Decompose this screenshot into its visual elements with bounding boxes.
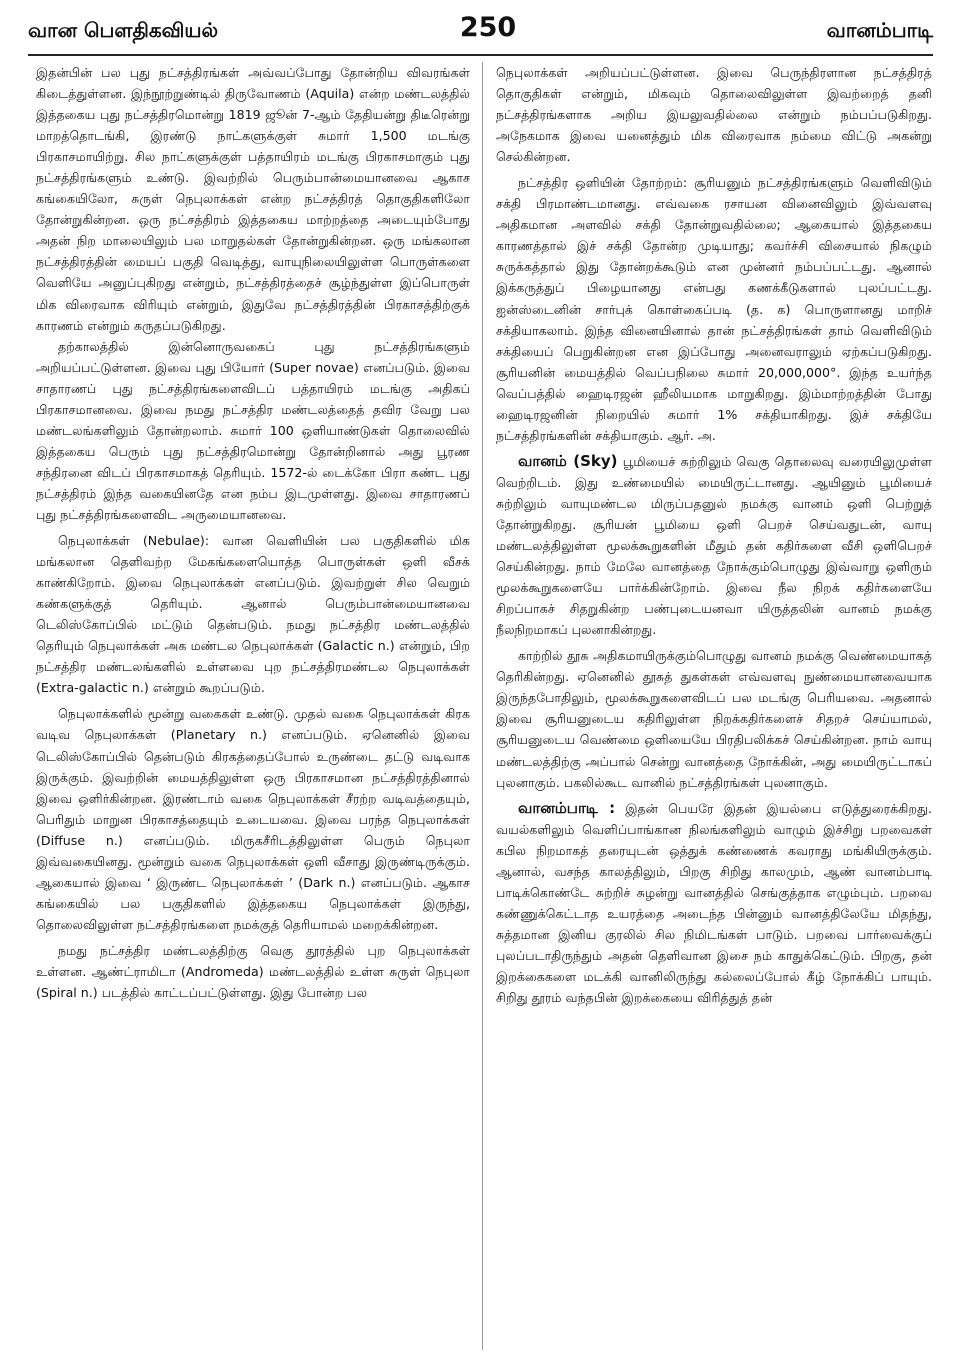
header-rule bbox=[28, 54, 933, 56]
paragraph-continuation: நெபுலாக்கள் அறியப்பட்டுள்ளன. இவை பெருந்திரளான நட்சத்திரத் தொகுதிகள் என்றும், மிகவும் தொலைவிலுள்ள இவற்றைத் தனி நட்சத்திரங்களாக அறிய இயலுவதில்லை என்றும் நம்பப்படுகிறது. அநேகமாக இவை யனைத்தும் மிக விரைவாக நம்மை விட்டு அகன்று செல்கின்றன. bbox=[496, 65, 932, 165]
left-column bbox=[36, 62, 470, 1354]
entry-title: வானம்பாடி bbox=[826, 18, 933, 42]
entry-body-skylark: இதன் பெயரே இதன் இயல்பை எடுத்துரைக்கிறது. வயல்களிலும் வெளிப்பாங்கான நிலங்களிலும் வாழும் இச்சிறு பறவைகள் கபில நிறமாகத் தரையுடன் ஒத்துக் கண்ணைக் கவராது மங்கியிருக்கும். ஆனால், வசந்த காலத்திலும், பிறகு சிறிது காலமும், ஆண் வானம்பாடி பாடிக்கொண்டே சுற்றிச் சுழன்று வானத்தில் செங்குத்தாக எழும்பும். பறவை கண்ணுக்கெட்டாத உயரத்தை அடைந்த பின்னும் வானத்திலேயே மிதந்து, சுத்தமான இனிய குரலில் சில நிமிடங்கள் பாடும். பறவை பார்வைக்குப் புலப்படாதிருந்தும் அதன் தெளிவான இசை நம் காதுக்கெட்டும். பிறகு, தன் இறக்கைகளை மடக்கி வானிலிருந்து கல்லைப்போல் கீழ் நோக்கிப் பாயும். சிறிது தூரம் வந்தபின் இறக்கையை விரித்துத் தன் bbox=[496, 800, 932, 1006]
entry-term-skylark: வானம்பாடி : bbox=[518, 798, 616, 817]
paragraph-nebula-types: நெபுலாக்களில் மூன்று வகைகள் உண்டு. முதல் வகை நெபுலாக்கள் கிரக வடிவ நெபுலாக்கள் (Planetary n.) எனப்படும். ஏனெனில் இவை டெலிஸ்கோப்பில் தென்படும் கிரகத்தைப்போல் உருண்டை தட்டு வடிவாக இருக்கும். இவற்றின் மையத்திலுள்ள ஒரு பிரகாசமான நட்சத்திரத்தினால் இவை ஒளிர்கின்றன. இரண்டாம் வகை நெபுலாக்கள் சீரற்ற வடிவத்தையும், பெரிதும் மாறுன பிரகாசத்தையும் உடையவை. இவை பரந்த நெபுலாக்கள் (Diffuse n.) எனப்படும். மிருகசீரிடத்திலுள்ள பெரும் நெபுலா இவ்வகையினது. மூன்றும் வகை நெபுலாக்கள் ஒளி வீசாது இருண்டிருக்கும். ஆகையால் இவை ‘ இருண்ட நெபுலாக்கள் ’ (Dark n.) எனப்படும். ஆகாச கங்கையில் பல பகுதிகளில் இத்தகைய நெபுலாக்கள் இருந்து, தொலைவிலுள்ள நட்சத்திரங்களை நமக்குத் தெரியாமல் மறைக்கின்றன. bbox=[36, 706, 470, 932]
paragraph-star-light-origin: நட்சத்திர ஒளியின் தோற்றம்: சூரியனும் நட்சத்திரங்களும் வெளிவிடும் சக்தி பிரமாண்டமானது. எவ்வகை ரசாயன வினைவிலும் இவ்வளவு அதிகமான அளவில் சக்தி தோன்றுவதில்லை; ஆகையால் இத்தகைய காரணத்தால் இச் சக்தி தோன்ற முடியாது; கவர்ச்சி விசையால் நிகழும் சுருக்கத்தால் இது தோன்றக்கூடும் என முன்னர் நம்பப்பட்டது. ஆனால் இக்கருத்துப் பிழையானது என்பது கணக்கீடுகளால் புலப்பட்டது. ஐன்ஸ்டைனின் சார்புக் கொள்கைப்படி (த. க) பொருளானது மாறிச் சக்தியாகலாம். இந்த வினையினால் தான் நட்சத்திரங்கள் தாம் வெளிவிடும் சக்தியைப் பெறுகின்றன என இப்போது அனைவராலும் ஏற்கப்படுகிறது. சூரியனின் மையத்தில் வெப்பநிலை சுமார் 20,000,000°. இந்த உயர்ந்த வெப்பத்தில் ஹைடிரஜன் ஹீலியமாக மாறுகிறது. இம்மாற்றத்தின் போது ஹைடிரஜனின் நிறையில் சுமார் 1% சக்தியாகிறது. இச் சக்தியே நட்சத்திரங்களின் சக்தியாகும். ஆர். அ. bbox=[496, 175, 932, 443]
paragraph-nebulae: நெபுலாக்கள் (Nebulae): வான வெளியின் பல பகுதிகளில் மிக மங்கலான தெளிவற்ற மேகங்களையொத்த பொருள்கள் ஒளி வீசக் காண்கிறோம். இவை நெபுலாக்கள் எனப்படும். இவற்றுள் சில வெறும் கண்களுக்குத் தெரியும். ஆனால் பெரும்பான்மையானவை டெலிஸ்கோப்பில் மட்டும் தென்படும். நமது நட்சத்திர மண்டலத்தில் தெரியும் நெபுலாக்கள் அக மண்டல நெபுலாக்கள் (Galactic n.) என்றும், பிற நட்சத்திர மண்டலங்களில் உள்ளவை புற நட்சத்திரமண்டல நெபுலாக்கள் (Extra-galactic n.) என்றும் கூறப்படும். bbox=[36, 533, 470, 696]
entry-sky bbox=[496, 451, 932, 640]
column-divider bbox=[482, 62, 483, 1350]
entry-term-sky: வானம் (Sky) bbox=[518, 451, 618, 470]
paragraph-spiral-nebulae: நமது நட்சத்திர மண்டலத்திற்கு வெகு தூரத்தில் புற நெபுலாக்கள் உள்ளன. ஆண்ட்ராமிடா (Andromeda) மண்டலத்தில் உள்ள சுருள் நெபுலா (Spiral n.) படத்தில் காட்டப்பட்டுள்ளது. இது போன்ற பல bbox=[36, 942, 470, 1001]
paragraph-supernovae: தற்காலத்தில் இன்னொருவகைப் புது நட்சத்திரங்களும் அறியப்பட்டுள்ளன. இவை புது பியோர் (Super novae) எனப்படும். இவை சாதாரணப் புது நட்சத்திரங்களைவிடப் பத்தாயிரம் மடங்கு அதிகப் பிரகாசமானவை. இவை நமது நட்சத்திர மண்டலத்தைத் தவிர வேறு பல மண்டலங்களிலும் தோன்றலாம். சுமார் 100 ஒளியாண்டுகள் தொலைவில் இத்தகைய பெரும் புது நட்சத்திரமொன்று தோன்றினால் அது பூரண சந்திரனை விடப் பிரகாசமாகத் தெரியும். 1572-ல் டைக்கோ பிரா கண்ட புது நட்சத்திரம் இந்த வகையினதே என நம்ப இடமுள்ளது. இவை சாதாரணப் புது நட்சத்திரங்களைவிட அருமையானவை. bbox=[36, 338, 470, 522]
paragraph-new-stars: இதன்பின் பல புது நட்சத்திரங்கள் அவ்வப்போது தோன்றிய விவரங்கள் கிடைத்துள்ளன. இந்நூற்றுண்டில் திருவோணம் (Aquila) என்ற மண்டலத்தில் இத்தகைய புது நட்சத்திரமொன்று 1819 ஜூன் 7-ஆம் தேதியன்று திடீரென்று மாறத்தொடங்கி, இரண்டு நாட்களுக்குள் சுமார் 1,500 மடங்கு பிரகாசமாயிற்று. சில நாட்களுக்குள் பத்தாயிரம் மடங்கு பிரகாசமாகும் புது நட்சத்திரங்களும் உண்டு. இவற்றில் பெரும்பான்மையானவை ஆகாச கங்கையிலோ, சுருள் நெபுலாக்கள் என்ற நட்சத்திரத் தொகுதிகளிலோ தோன்றுகின்றன. ஒரு நட்சத்திரம் இத்தகைய மாற்றத்தை அடையும்போது அதன் நிற மாலையிலும் பல மாறுதல்கள் தோன்றுகின்றன. ஒரு மங்கலான நட்சத்திரத்தின் மையப் பகுதி வெடித்து, வாயுநிலையிலுள்ள பொருள்களை வெளியே அனுப்புகிறது என்றும், நட்சத்திரத்தைச் சூழ்ந்துள்ள இப்பொருள் மிக விரைவாக விரியும் என்றும், இதுவே நட்சத்திரத்தின் பிரகாசத்திற்குக் காரணம் என்றும் கருதப்படுகிறது. bbox=[36, 65, 470, 333]
entry-skylark bbox=[496, 798, 932, 1008]
page-number: 250 bbox=[459, 12, 517, 43]
right-column bbox=[496, 62, 932, 1354]
entry-body-sky: பூமியைச் சுற்றிலும் வெகு தொலைவு வரையிலுமுள்ள வெற்றிடம். இது உண்மையில் மையிருட்டானது. ஆயினும் பூமியைச் சுற்றிலும் வாயுமண்டல மிருப்பதனுல் நமக்கு வானம் ஒளி பெற்றுத் தோன்றுகிறது. சூரியன் பூமியை ஒளி பெறச் செய்வதுடன், வாயு மண்டலத்திலுள்ள மூலக்கூறுகளின் மீதும் தன் கதிர்களை வீசி ஒளிபெறச் செய்கின்றது. நாம் மேலே வானத்தை நோக்கும்பொழுது இவ்வாறு ஒளிரும் மூலக்கூறுகளையே பார்க்கின்றோம். இவை நீல நிறக் கதிர்களையே சிறப்பாகச் சிதறுகின்ற பண்புடையனவா யிருத்தலின் வானம் நமக்கு நீலநிறமாகப் புலனாகின்றது. bbox=[496, 453, 932, 638]
paragraph-sky-dust: காற்றில் தூசு அதிகமாயிருக்கும்பொழுது வானம் நமக்கு வெண்மையாகத் தெரிகின்றது. ஏனெனில் தூசுத் துகள்கள் எவ்வளவு நுண்மையானவையாக இருந்தபோதிலும், மூலக்கூறுகளைவிடப் பல மடங்கு பெரியவை. அதனால் இவை சூரியனுடைய கதிரிலுள்ள நிறக்கதிர்களைச் சிதறச் செய்யாமல், சூரியனுடைய வெண்மை ஒளியையே பிரதிபலிக்கச் செய்கின்றன. நாம் வாயு மண்டலத்திற்கு அப்பால் சென்று வானத்தை நோக்கின், அது மையிருட்டாகப் புலனாகும். பகலில்கூட வானில் நட்சத்திரங்கள் புலனாகும். bbox=[496, 648, 932, 790]
section-title: வான பௌதிகவியல் bbox=[28, 18, 219, 42]
page-header bbox=[28, 12, 933, 48]
